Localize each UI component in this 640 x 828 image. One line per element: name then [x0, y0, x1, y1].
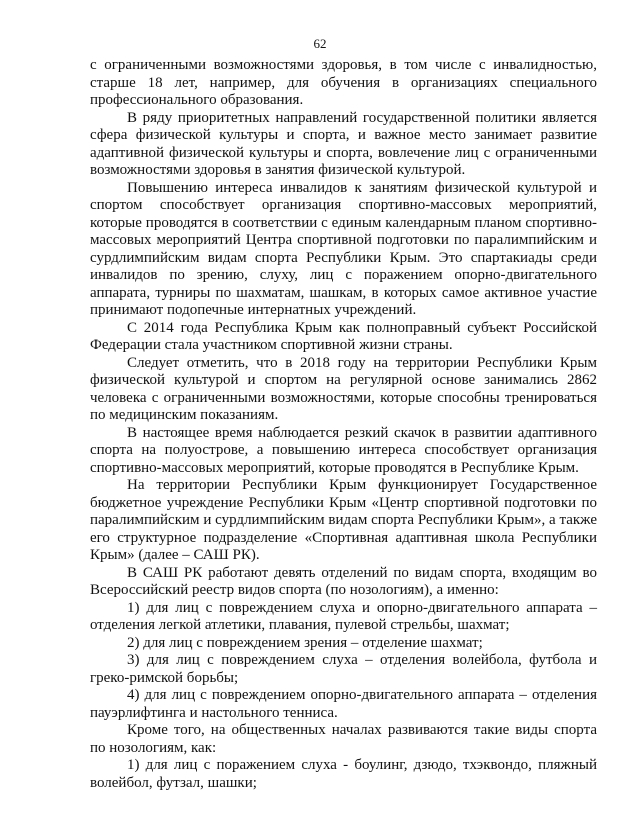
paragraph-7: На территории Республики Крым функционирует Государственное бюджетное учреждение Республики Крым «Центр спортивной подготовки по паралимпийским и сурдлимпийским видам спорта Республики Крым», а также его структурное подразделение «Спортивная адаптивная школа Республики Крым» (далее – САШ РК). — [90, 477, 597, 563]
paragraph-9: Кроме того, на общественных началах развиваются такие виды спорта по нозологиям, как: — [90, 722, 597, 756]
list-item-4: 4) для лиц с повреждением опорно-двигательного аппарата – отделения пауэрлифтинга и настольного тенниса. — [90, 687, 597, 721]
paragraph-8: В САШ РК работают девять отделений по видам спорта, входящим во Всероссийский реестр видов спорта (по нозологиям), а именно: — [90, 564, 597, 598]
list-item-1: 1) для лиц с повреждением слуха и опорно-двигательного аппарата – отделения легкой атлетики, плавания, пулевой стрельбы, шахмат; — [90, 599, 597, 633]
list-item-3: 3) для лиц с повреждением слуха – отделения волейбола, футбола и греко-римской борьбы; — [90, 652, 597, 686]
list-item-2: 2) для лиц с повреждением зрения – отделение шахмат; — [127, 634, 483, 651]
paragraph-3: Повышению интереса инвалидов к занятиям физической культурой и спортом способствует организация спортивно-массовых мероприятий, которые проводятся в соответствии с единым календарным планом спортивно-массовых мероприятий Центра спортивной подготовки по паралимпийским и сурдлимпийским видам спорта Республики Крым. Это спартакиады среди инвалидов по зрению, слуху, лиц с поражением опорно-двигательного аппарата, турниры по шахматам, шашкам, в которых самое активное участие принимают подопечные интернатных учреждений. — [90, 179, 597, 318]
paragraph-2: В ряду приоритетных направлений государственной политики является сфера физической культуры и спорта, и важное место занимает развитие адаптивной физической культуры и спорта, вовлечение лиц с ограниченными возможностями здоровья в занятия физической культурой. — [90, 109, 597, 178]
paragraph-5: Следует отметить, что в 2018 году на территории Республики Крым физической культурой и спортом на регулярной основе занимались 2862 человека с ограниченными возможностями, которые способны тренироваться по медицинским показаниям. — [90, 354, 597, 423]
list-item-5: 1) для лиц с поражением слуха - боулинг, дзюдо, тхэквондо, пляжный волейбол, футзал, шашки; — [90, 757, 597, 791]
page-number: 62 — [313, 36, 327, 51]
paragraph-6: В настоящее время наблюдается резкий скачок в развитии адаптивного спорта на полуострове, а повышению интереса способствует организация спортивно-массовых мероприятий, которые проводятся в Республике Крым. — [90, 424, 597, 476]
paragraph-4: С 2014 года Республика Крым как полноправный субъект Российской Федерации стала участником спортивной жизни страны. — [90, 319, 597, 353]
document-body — [90, 57, 597, 792]
paragraph-1: с ограниченными возможностями здоровья, в том числе с инвалидностью, старше 18 лет, например, для обучения в организациях специального профессионального образования. — [90, 57, 597, 108]
